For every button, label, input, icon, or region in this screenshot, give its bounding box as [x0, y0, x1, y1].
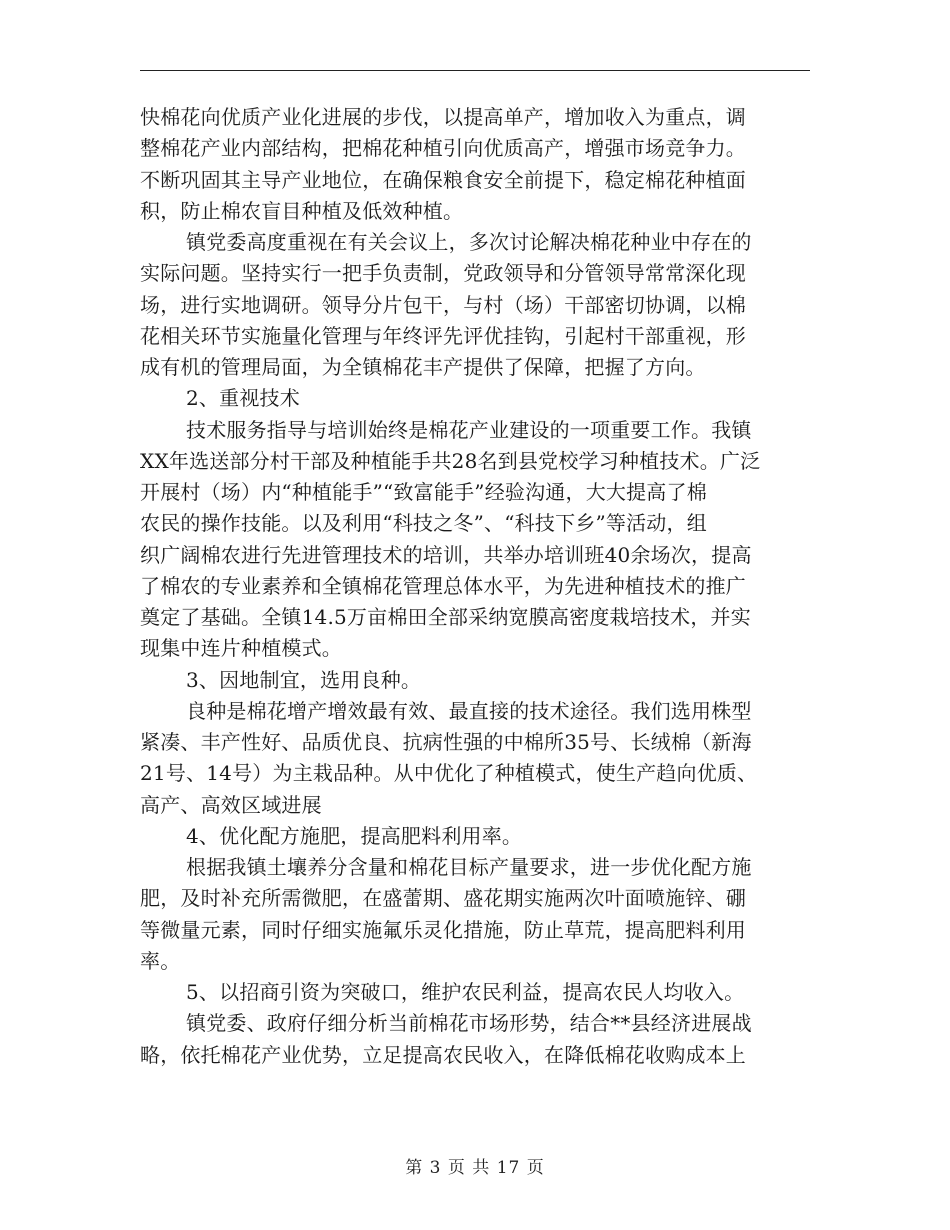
section-heading: 4、优化配方施肥，提高肥料利用率。 [186, 823, 523, 848]
text-line: 略，依托棉花产业优势，立足提高农民收入，在降低棉花收购成本上 [140, 1042, 746, 1067]
text-line: 根据我镇土壤养分含量和棉花目标产量要求，进一步优化配方施 [186, 855, 752, 879]
text-line: 了棉农的专业素养和全镇棉花管理总体水平，为先进种植技术的推广 [140, 573, 746, 598]
text-line: 快棉花向优质产业化进展的步伐，以提高单产，增加收入为重点，调 [140, 105, 746, 129]
text-line: 镇党委、政府仔细分析当前棉花市场形势，结合**县经济进展战 [186, 1011, 752, 1036]
text-line: 紧凑、丰产性好、品质优良、抗病性强的中棉所35号、长绒棉（新海 [140, 730, 752, 754]
text-line: 场，进行实地调研。领导分片包干，与村（场）干部密切协调，以棉 [140, 292, 746, 317]
text-line: 肥，及时补充所需微肥，在盛蕾期、盛花期实施两次叶面喷施锌、硼 [140, 886, 746, 911]
page-number: 第 3 页 共 17 页 [405, 1158, 545, 1178]
text-line: 良种是棉花增产增效最有效、最直接的技术途径。我们选用株型 [186, 698, 752, 723]
text-line: 技术服务指导与培训始终是棉花产业建设的一项重要工作。我镇 [186, 417, 752, 442]
text-line: 农民的操作技能。以及利用“科技之冬”、“科技下乡”等活动，组 [140, 511, 707, 536]
text-line: 积，防止棉农盲目种植及低效种植。 [140, 198, 464, 223]
text-line: 21号、14号）为主栽品种。从中优化了种植模式，使生产趋向优质、 [140, 761, 758, 786]
text-line: 开展村（场）内“种植能手”“致富能手”经验沟通，大大提高了棉 [140, 480, 707, 504]
text-line: 整棉花产业内部结构，把棉花种植引向优质高产，增强市场竞争力。 [140, 136, 746, 161]
text-line: 现集中连片种植模式。 [140, 636, 342, 661]
text-line: XX年选送部分村干部及种植能手共28名到县党校学习种植技术。广泛 [140, 448, 761, 473]
text-line: 镇党委高度重视在有关会议上，多次讨论解决棉花种业中存在的 [186, 230, 752, 254]
text-line: 实际问题。坚持实行一把手负责制，党政领导和分管领导常常深化现 [140, 261, 746, 286]
section-heading: 3、因地制宜，选用良种。 [186, 667, 422, 692]
section-heading: 2、重视技术 [186, 386, 300, 411]
text-line: 等微量元素，同时仔细实施氟乐灵化措施，防止草荒，提高肥料利用 [140, 917, 746, 942]
section-heading: 5、以招商引资为突破口，维护农民利益，提高农民人均收入。 [186, 980, 745, 1004]
text-line: 花相关环节实施量化管理与年终评先评优挂钩，引起村干部重视，形 [140, 323, 746, 348]
text-line: 织广阔棉农进行先进管理技术的培训，共举办培训班40余场次，提高 [140, 542, 752, 567]
header-rule [140, 70, 810, 71]
text-line: 奠定了基础。全镇14.5万亩棉田全部采纳宽膜高密度栽培技术，并实 [140, 605, 751, 629]
text-line: 不断巩固其主导产业地位，在确保粮食安全前提下，稳定棉花种植面 [140, 167, 746, 192]
text-line: 高产、高效区域进展 [140, 792, 322, 817]
text-line: 率。 [140, 948, 181, 973]
body-text [140, 102, 812, 1071]
text-line: 成有机的管理局面，为全镇棉花丰产提供了保障，把握了方向。 [140, 355, 706, 379]
